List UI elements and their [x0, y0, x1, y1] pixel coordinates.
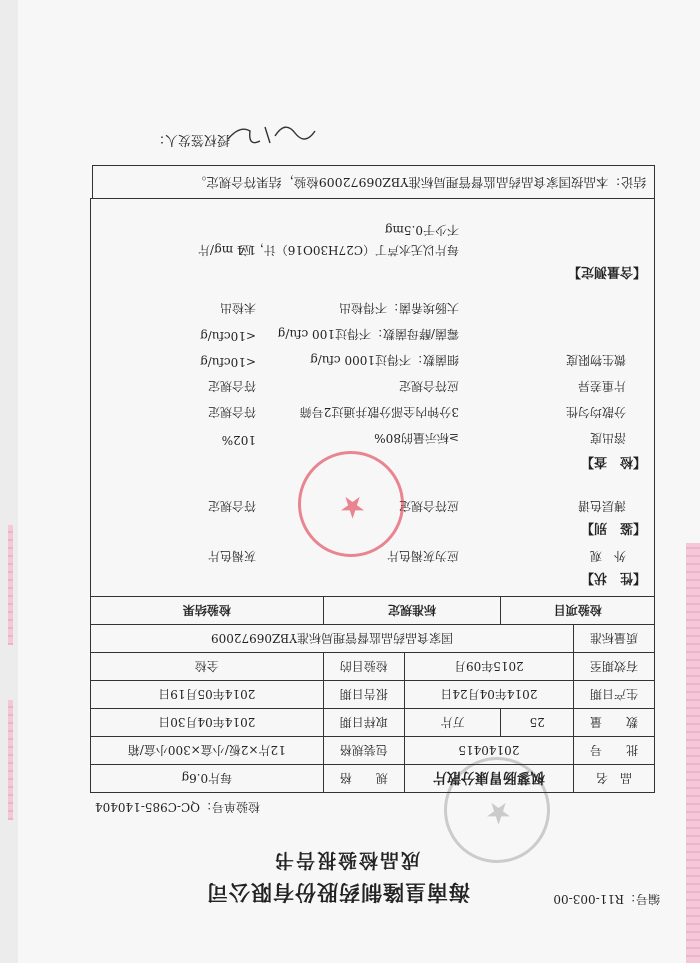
cell-label: 数 量	[574, 709, 655, 737]
company-name: 海南皇隆制药股份有限公司	[206, 880, 470, 905]
test-results-area	[90, 198, 655, 597]
cell-label: 批 号	[574, 737, 655, 765]
carbon-copy-edge-lower	[8, 525, 13, 645]
weight-standard: 应符合规定	[398, 379, 459, 393]
cell-label: 报告日期	[323, 681, 404, 709]
section-inspection: 【检 查】	[580, 454, 646, 469]
column-header-result: 检验结果	[91, 597, 324, 625]
batch-value: 20140415	[404, 737, 573, 765]
product-name: 枫蓼肠胃康分散片	[404, 765, 573, 793]
tlc-item: 薄层色谱	[577, 499, 626, 513]
cell-label: 品 名	[574, 765, 655, 793]
dispersion-item: 分散均匀性	[565, 405, 626, 419]
appearance-standard: 应为灰褐色片	[386, 549, 459, 563]
assay-standard-line2: 不少于0.5mg	[384, 223, 459, 237]
handwritten-signature	[220, 121, 320, 151]
appearance-result: 灰褐色片	[207, 549, 256, 563]
report-title: 成品检验报告书	[272, 849, 420, 871]
mold-result: <10cfu/g	[200, 329, 256, 343]
carbon-copy-edge	[686, 543, 700, 963]
column-header-item: 检验项目	[501, 597, 655, 625]
carbon-copy-edge-lower-2	[8, 700, 13, 820]
bacteria-result: <10cfu/g	[200, 355, 256, 369]
table-row	[91, 653, 655, 681]
quality-assurance-seal: ★	[298, 451, 404, 557]
tlc-result: 符合规定	[207, 499, 256, 513]
report-date-value: 2014年05月19日	[91, 681, 324, 709]
spec-value: 每片0.6g	[91, 765, 324, 793]
column-header-standard: 标准规定	[323, 597, 501, 625]
quantity-unit: 万片	[404, 709, 501, 737]
cell-label: 质量标准	[574, 625, 655, 653]
table-row	[91, 681, 655, 709]
cell-label: 生产日期	[574, 681, 655, 709]
weight-item: 片重差异	[577, 379, 626, 393]
report-paper	[18, 0, 700, 963]
assay-result: 1.4 mg/片	[197, 243, 256, 257]
production-date-value: 2014年04月24日	[404, 681, 573, 709]
dispersion-standard: 3分钟内全部分散并通过2号筛	[299, 405, 459, 419]
microbial-item: 微生物限度	[565, 353, 626, 367]
signer-label: 授权签发人：	[151, 132, 230, 147]
dissolution-item: 溶出度	[589, 431, 626, 445]
section-identification: 【鉴 别】	[580, 520, 646, 535]
assay-standard-line1: 每片以无水芦丁（C27H30O16）计，应	[239, 243, 459, 257]
package-spec-value: 12片×2板/小盒×300小盒/箱	[91, 737, 324, 765]
purpose-value: 全检	[91, 653, 324, 681]
table-row	[91, 737, 655, 765]
cell-label: 检验目的	[323, 653, 404, 681]
weight-result: 符合规定	[207, 379, 256, 393]
quantity-value: 25	[501, 709, 574, 737]
document-code: 编号：R11-003-00	[553, 892, 660, 906]
cell-label: 规 格	[323, 765, 404, 793]
conclusion: 结论：本品按国家食品药品监督管理局标准YBZ06972009检验，结果符合规定。	[92, 165, 655, 199]
mold-standard: 霉菌/酵母菌数：不得过100 cfu/g	[277, 327, 459, 341]
info-table	[90, 596, 655, 793]
table-row	[91, 625, 655, 653]
cell-label: 包装规格	[323, 737, 404, 765]
table-row	[91, 765, 655, 793]
ecoli-standard: 大肠埃希菌：不得检出	[338, 301, 459, 315]
faded-company-seal: ★	[444, 757, 550, 863]
sampling-date-value: 2014年04月30日	[91, 709, 324, 737]
dissolution-standard: ≥标示量的80%	[374, 431, 459, 445]
appearance-item: 外 观	[589, 549, 626, 563]
dispersion-result: 符合规定	[207, 405, 256, 419]
standard-value: 国家食品药品监督管理局标准YBZ06972009	[91, 625, 574, 653]
cell-label: 取样日期	[323, 709, 404, 737]
dissolution-result: 102%	[221, 433, 256, 447]
section-character: 【性 状】	[580, 570, 646, 585]
tlc-standard: 应符合规定	[398, 499, 459, 513]
report-number: 检验单号：QC-C985-140404	[94, 800, 260, 814]
ecoli-result: 未检出	[219, 301, 256, 315]
section-assay: 【含量测定】	[567, 264, 646, 279]
bacteria-standard: 细菌数：不得过1000 cfu/g	[310, 353, 459, 367]
table-row	[91, 709, 655, 737]
cell-label: 有效期至	[574, 653, 655, 681]
table-header-row	[91, 597, 655, 625]
expiry-value: 2015年09月	[404, 653, 573, 681]
